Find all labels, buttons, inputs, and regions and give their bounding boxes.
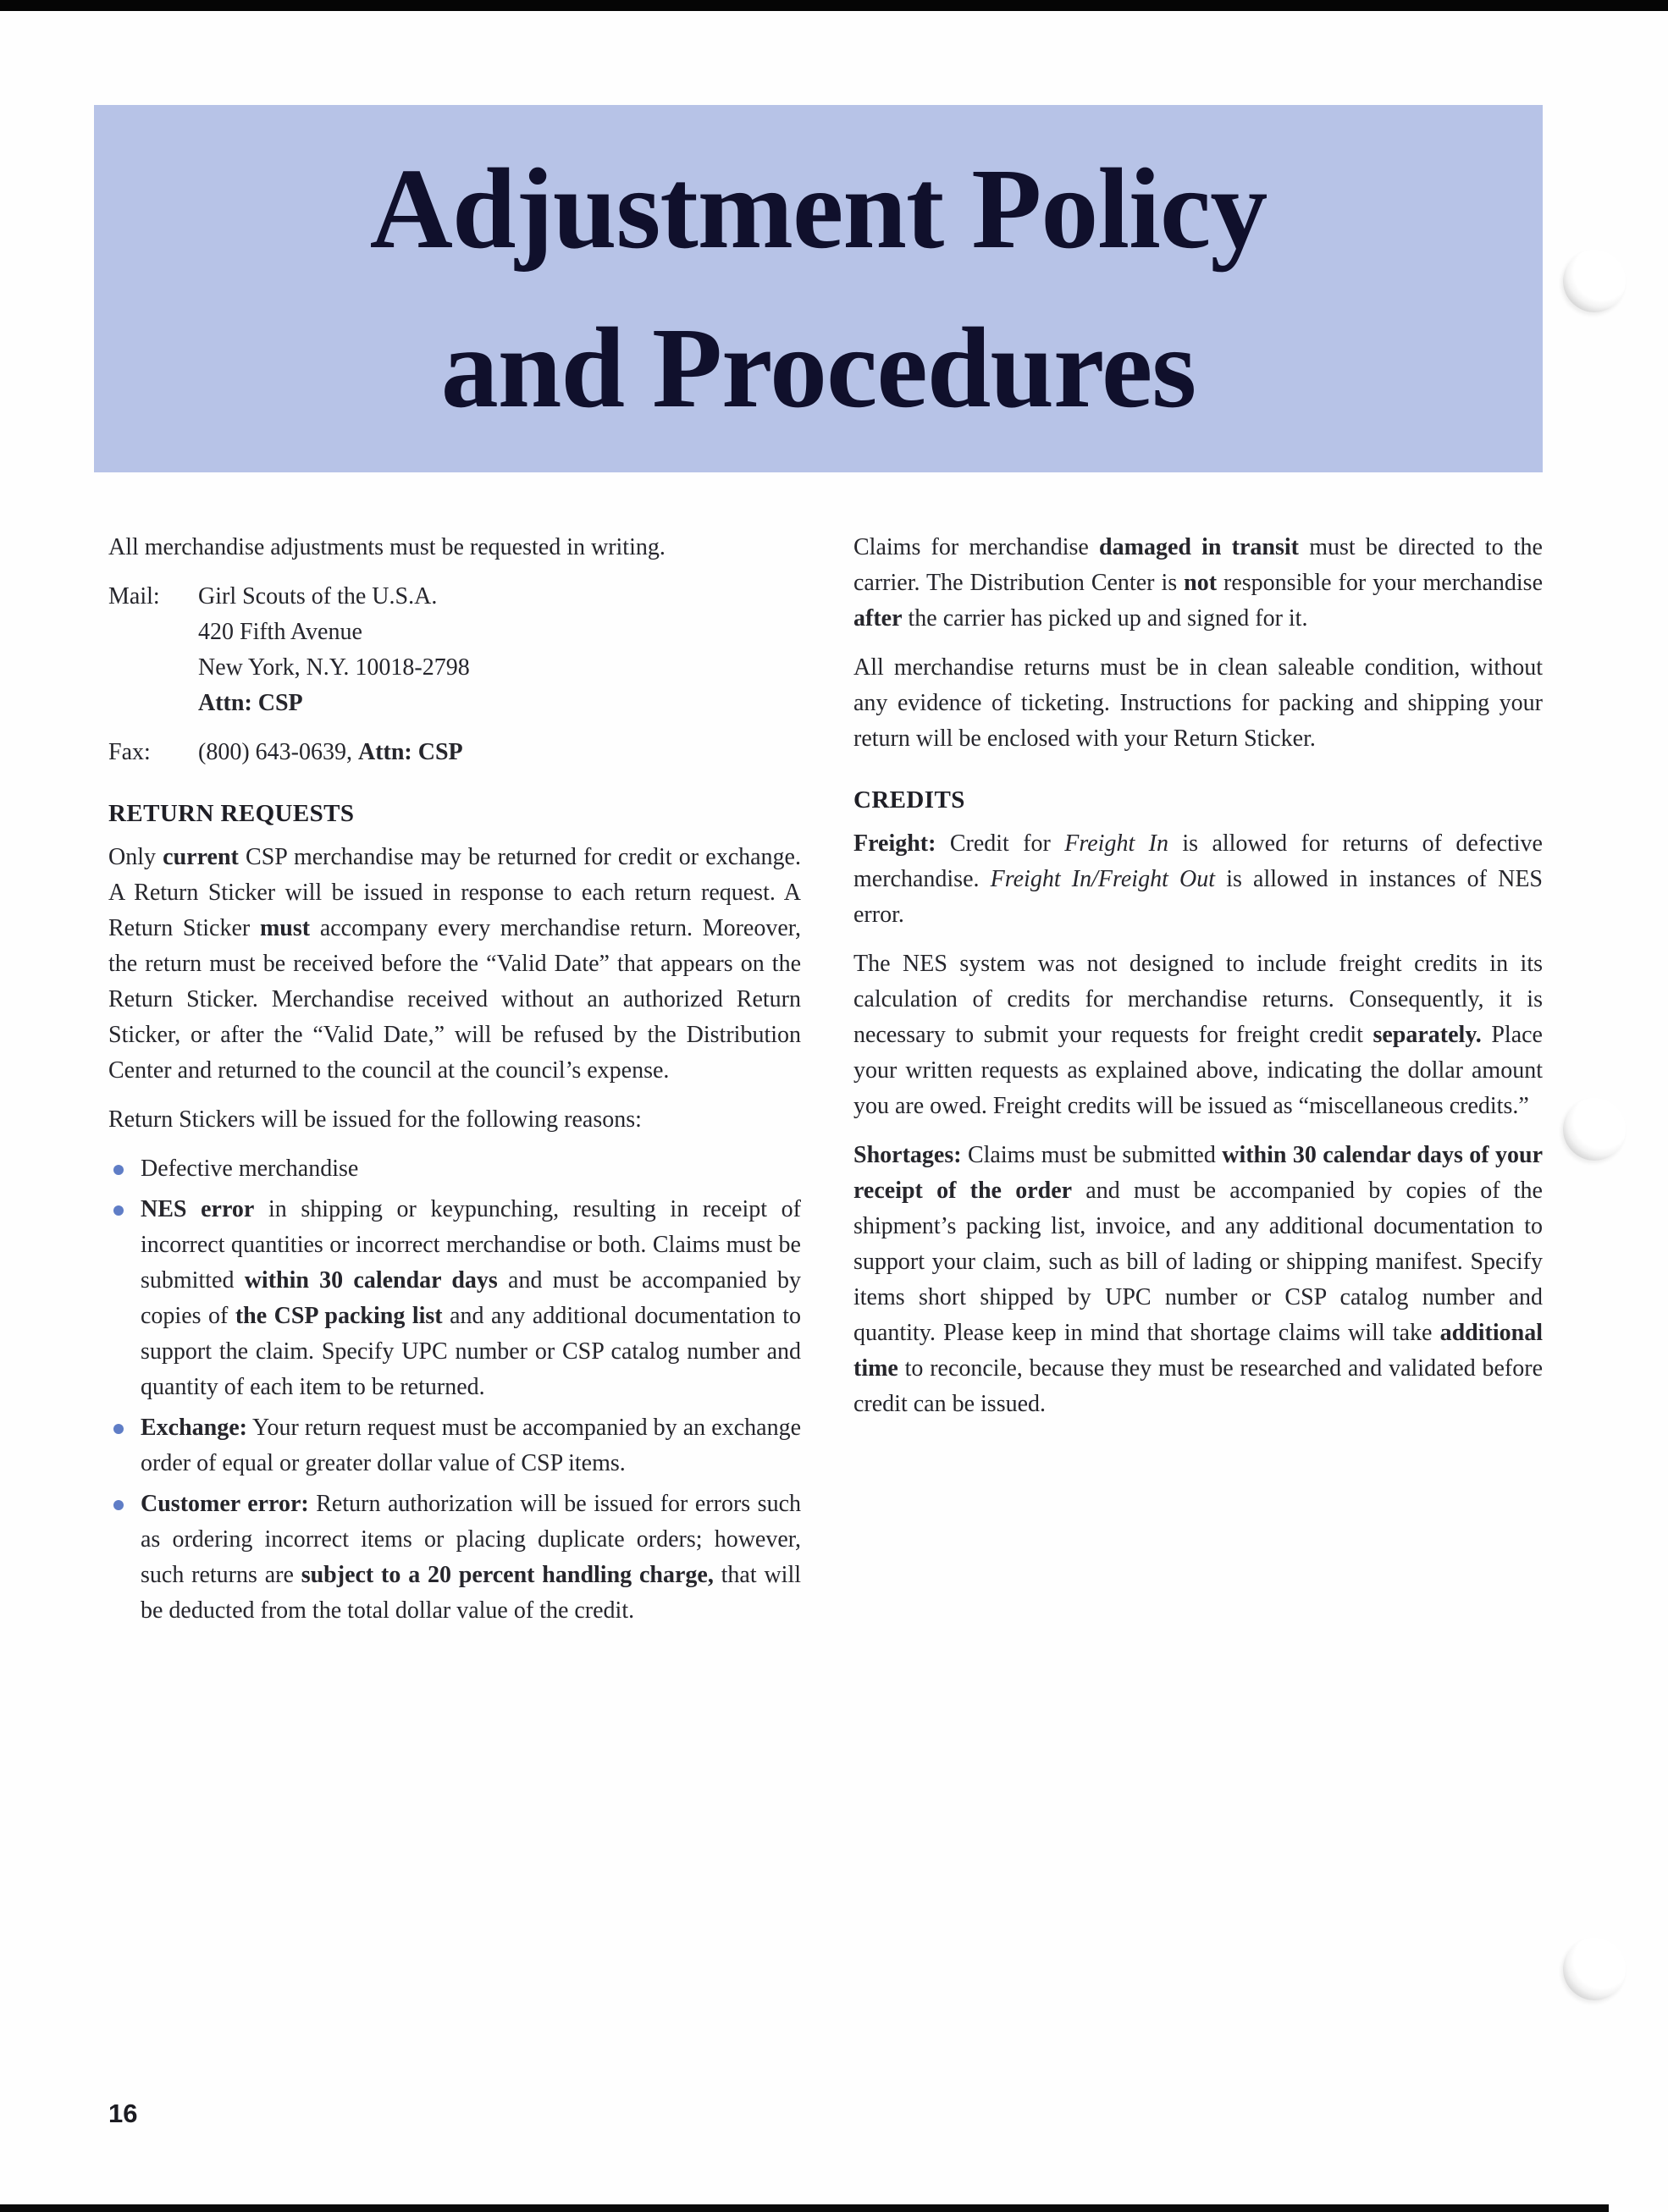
bullet-item-exchange: Exchange: Your return request must be accompanied by an exchange order of equal or greater dollar value of CSP items. [108, 1410, 801, 1481]
hole-punch-icon [1563, 1098, 1626, 1161]
freight-paragraph: Freight: Credit for Freight In is allowed for returns of defective merchandise. Freight In/Freight Out is allowed in instances of NES error. [853, 830, 1543, 928]
section-heading-credits: CREDITS [853, 786, 965, 814]
page-title-line-1: Adjustment Policy [369, 146, 1268, 273]
section-heading-return-requests: RETURN REQUESTS [108, 800, 355, 827]
hole-punch-icon [1563, 250, 1626, 312]
return-reasons-list [108, 1151, 801, 1629]
saleable-condition-paragraph: All merchandise returns must be in clean saleable condition, without any evidence of ticketing. Instructions for packing and shipping your return will be enclosed with your Return Sticker. [853, 654, 1543, 752]
damaged-in-transit-paragraph: Claims for merchandise damaged in transit must be directed to the carrier. The Distribution Center is not responsible for your merchandise after the carrier has picked up and signed for it. [853, 534, 1543, 632]
mail-address-block [108, 579, 801, 721]
left-column [108, 530, 801, 1634]
fax-label: Fax: [108, 739, 151, 765]
page-title-line-2: and Procedures [440, 305, 1196, 432]
bullet-item-defective: Defective merchandise [108, 1151, 801, 1187]
scan-edge-top [0, 0, 1668, 11]
fax-line [108, 735, 801, 770]
shortages-paragraph: Shortages: Claims must be submitted within 30 calendar days of your receipt of the order and must be accompanied by copies of the shipment’s packing list, invoice, and any additional documentation to support your claim, such as bill of lading or shipping manifest. Specify items short shipped by UPC number or CSP catalog number and quantity. Please keep in mind that shortage claims will take additional time to reconcile, because they must be researched and validated before credit can be issued. [853, 1142, 1543, 1417]
return-reasons-intro: Return Stickers will be issued for the following reasons: [108, 1106, 642, 1133]
mail-address-line: Girl Scouts of the U.S.A. [198, 583, 438, 610]
mail-address-line: New York, N.Y. 10018-2798 [198, 654, 470, 681]
right-column [853, 530, 1543, 1634]
page-content [108, 530, 1543, 1634]
nes-system-paragraph: The NES system was not designed to include freight credits in its calculation of credits for merchandise returns. Consequently, it is necessary to submit your requests for freight credit separately. Place your written requests as explained above, indicating the dollar amount you are owed. Freight credits will be issued as “miscellaneous credits.” [853, 951, 1543, 1119]
title-banner [94, 105, 1543, 472]
intro-paragraph: All merchandise adjustments must be requested in writing. [108, 534, 666, 560]
bullet-item-nes-error: NES error in shipping or keypunching, resulting in receipt of incorrect quantities or incorrect merchandise or both. Claims must be submitted within 30 calendar days and must be accompanied by copies of the CSP packing list and any additional documentation to support the claim. Specify UPC number or CSP catalog number and quantity of each item to be returned. [108, 1192, 801, 1405]
hole-punch-icon [1563, 1938, 1626, 2000]
fax-value: (800) 643-0639, Attn: CSP [198, 739, 463, 765]
return-policy-paragraph: Only current CSP merchandise may be returned for credit or exchange. A Return Sticker will be issued in response to each return request. A Return Sticker must accompany every merchandise return. Moreover, the return must be received before the “Valid Date” that appears on the Return Sticker. Merchandise received without an authorized Return Sticker, or after the “Valid Date,” will be refused by the Distribution Center and returned to the council at the council’s expense. [108, 844, 801, 1084]
mail-address-line: 420 Fifth Avenue [198, 619, 362, 645]
mail-address-lines [198, 579, 470, 721]
page-number: 16 [108, 2099, 138, 2128]
bullet-item-customer-error: Customer error: Return authorization will be issued for errors such as ordering incorrect items or placing duplicate orders; however, such returns are subject to a 20 percent handling charge, that will be deducted from the total dollar value of the credit. [108, 1487, 801, 1629]
mail-attn-line: Attn: CSP [198, 690, 303, 716]
mail-label: Mail: [108, 583, 160, 610]
scan-edge-bottom [0, 2204, 1609, 2212]
